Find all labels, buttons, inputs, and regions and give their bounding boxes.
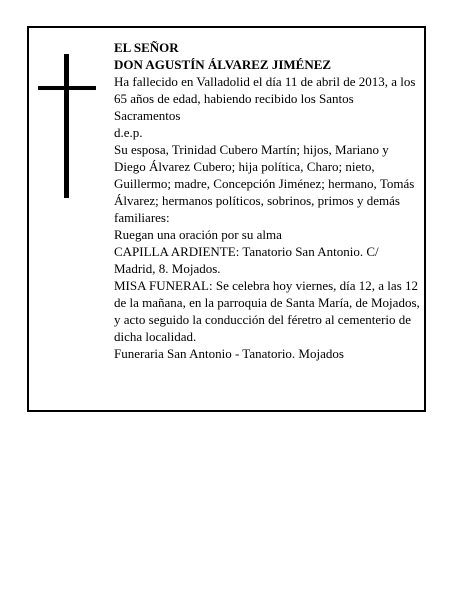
funeral-mass-info: MISA FUNERAL: Se celebra hoy viernes, día 12, a las 12 de la mañana, en la parroquia de Santa María, de Mojados, y acto seguido la conducción del féretro al cementerio de dicha localidad. (114, 278, 420, 344)
notice-title-line1: EL SEÑOR (114, 40, 179, 55)
chapel-info: CAPILLA ARDIENTE: Tanatorio San Antonio. C/ Madrid, 8. Mojados. (114, 244, 379, 276)
prayer-request: Ruegan una oración por su alma (114, 227, 282, 242)
cross-horizontal-bar (38, 86, 96, 90)
cross-vertical-bar (64, 54, 69, 198)
notice-deceased-name: DON AGUSTÍN ÁLVAREZ JIMÉNEZ (114, 57, 332, 72)
family-list: Su esposa, Trinidad Cubero Martín; hijos, Mariano y Diego Álvarez Cubero; hija política, Charo; nieto, Guillermo; madre, Concepción Jiménez; hermano, Tomás Álvarez; hermanos políticos, sobrinos, primos y demás familiares: (114, 142, 415, 225)
latin-cross-icon (38, 54, 96, 198)
rest-in-peace: d.e.p. (114, 125, 143, 140)
obituary-text (114, 39, 420, 362)
death-announcement: Ha fallecido en Valladolid el día 11 de abril de 2013, a los 65 años de edad, habiendo recibido los Santos Sacramentos (114, 74, 416, 123)
funeral-home: Funeraria San Antonio - Tanatorio. Mojados (114, 346, 344, 361)
